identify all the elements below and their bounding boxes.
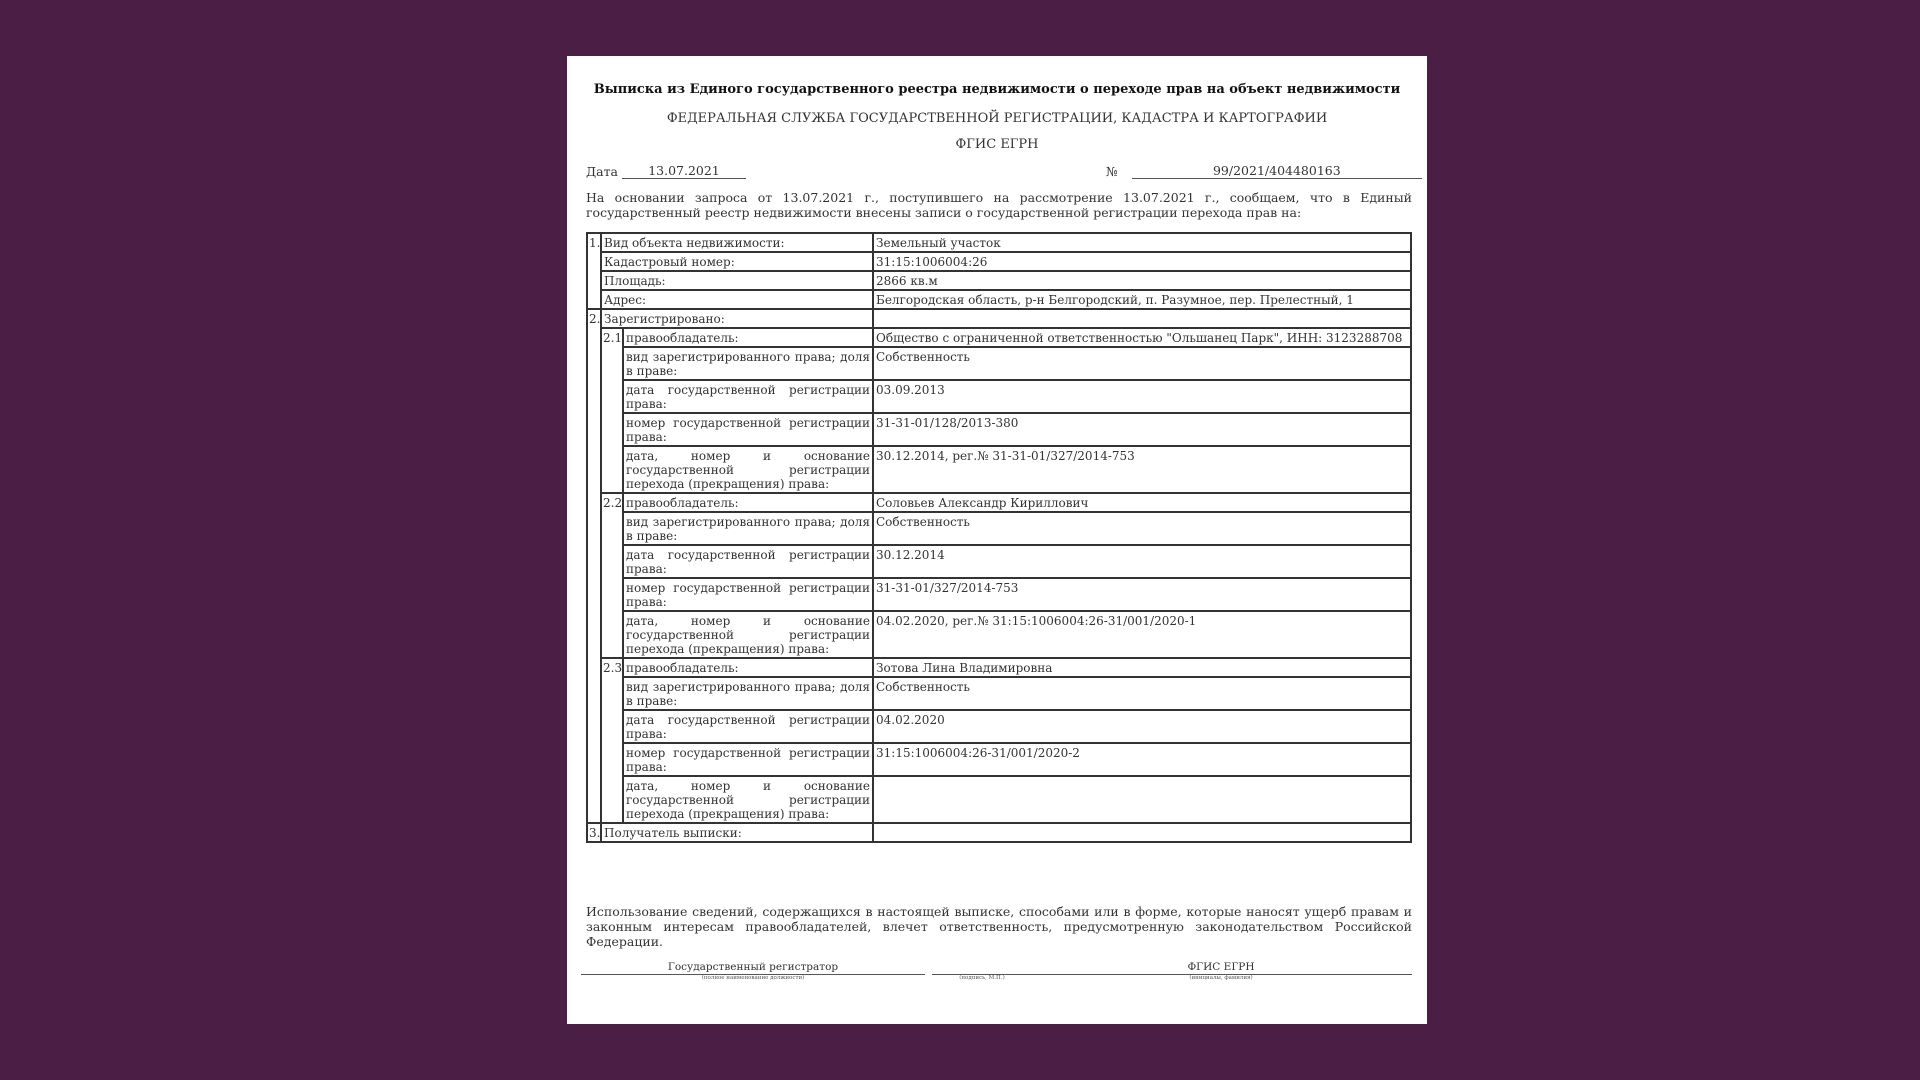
table-row [587, 578, 1411, 611]
table-row [587, 743, 1411, 776]
table-row [587, 413, 1411, 446]
number-value: 99/2021/404480163 [1132, 163, 1422, 179]
signature-caption: (подпись, М.П.) [959, 975, 1005, 981]
area-value: 2866 кв.м [873, 271, 1411, 290]
reg-number-label: номер государственной регистрации права: [623, 578, 873, 611]
registrar-label: Государственный регистратор [581, 961, 925, 975]
holder-label: правообладатель: [623, 493, 873, 512]
name-signature-block [1030, 961, 1412, 982]
right-type-value: Собственность [873, 677, 1411, 710]
signature-block [932, 961, 1032, 982]
holder-number: 2.3 [601, 658, 623, 823]
right-type-value: Собственность [873, 347, 1411, 380]
transfer-value: 30.12.2014, рег.№ 31-31-01/327/2014-753 [873, 446, 1411, 493]
transfer-value: 04.02.2020, рег.№ 31:15:1006004:26-31/001/2020-1 [873, 611, 1411, 658]
table-row [587, 823, 1411, 842]
table-row [587, 710, 1411, 743]
table-row [587, 545, 1411, 578]
reg-number-value: 31-31-01/327/2014-753 [873, 578, 1411, 611]
reg-date-value: 04.02.2020 [873, 710, 1411, 743]
recipient-label: Получатель выписки: [601, 823, 873, 842]
transfer-label: дата, номер и основание государственной регистрации перехода (прекращения) права: [623, 446, 873, 493]
address-label: Адрес: [601, 290, 873, 309]
table-row [587, 658, 1411, 677]
reg-date-value: 30.12.2014 [873, 545, 1411, 578]
section-number: 2. [587, 309, 601, 823]
reg-number-value: 31-31-01/128/2013-380 [873, 413, 1411, 446]
holder-value: Зотова Лина Владимировна [873, 658, 1411, 677]
table-row [587, 512, 1411, 545]
table-row [587, 233, 1411, 252]
name-caption: (инициалы, фамилия) [1189, 975, 1253, 981]
recipient-value [873, 823, 1411, 842]
holder-number: 2.2 [601, 493, 623, 658]
system-name: ФГИС ЕГРН [955, 137, 1039, 152]
cadastral-value: 31:15:1006004:26 [873, 252, 1411, 271]
object-type-label: Вид объекта недвижимости: [601, 233, 873, 252]
signature-line [932, 961, 1032, 975]
reg-number-label: номер государственной регистрации права: [623, 413, 873, 446]
number-label: № [1106, 164, 1118, 179]
transfer-label: дата, номер и основание государственной регистрации перехода (прекращения) права: [623, 611, 873, 658]
table-row [587, 328, 1411, 347]
table-row [587, 347, 1411, 380]
date-line [586, 163, 746, 179]
transfer-label: дата, номер и основание государственной регистрации перехода (прекращения) права: [623, 776, 873, 823]
holder-label: правообладатель: [623, 328, 873, 347]
table-row [587, 776, 1411, 823]
cadastral-label: Кадастровый номер: [601, 252, 873, 271]
table-row [587, 271, 1411, 290]
address-value: Белгородская область, р-н Белгородский, п. Разумное, пер. Прелестный, 1 [873, 290, 1411, 309]
right-type-label: вид зарегистрированного права; доля в праве: [623, 347, 873, 380]
table-row [587, 611, 1411, 658]
reg-date-value: 03.09.2013 [873, 380, 1411, 413]
table-row [587, 446, 1411, 493]
reg-date-label: дата государственной регистрации права: [623, 380, 873, 413]
reg-number-label: номер государственной регистрации права: [623, 743, 873, 776]
area-label: Площадь: [601, 271, 873, 290]
document-title: Выписка из Единого государственного реестра недвижимости о переходе прав на объект недвижимости [593, 82, 1401, 97]
table-row [587, 677, 1411, 710]
registry-table [586, 232, 1412, 843]
table-row [587, 290, 1411, 309]
table-row [587, 493, 1411, 512]
reg-number-value: 31:15:1006004:26-31/001/2020-2 [873, 743, 1411, 776]
holder-number: 2.1 [601, 328, 623, 493]
registered-value [873, 309, 1411, 328]
section-number: 1. [587, 233, 601, 309]
table-row [587, 309, 1411, 328]
reg-date-label: дата государственной регистрации права: [623, 710, 873, 743]
registrar-signature-block [581, 961, 925, 982]
legal-note: Использование сведений, содержащихся в настоящей выписке, способами или в форме, которые наносят ущерб правам и законным интересам правообладателей, влечет ответственность, предусмотренную законодательством Российской Федерации. [586, 904, 1412, 949]
right-type-label: вид зарегистрированного права; доля в праве: [623, 677, 873, 710]
section-number: 3. [587, 823, 601, 842]
right-type-value: Собственность [873, 512, 1411, 545]
table-row [587, 252, 1411, 271]
document-page [567, 56, 1427, 1024]
holder-value: Общество с ограниченной ответственностью "Ольшанец Парк", ИНН: 3123288708 [873, 328, 1411, 347]
transfer-value [873, 776, 1411, 823]
number-line [1106, 163, 1422, 179]
intro-paragraph: На основании запроса от 13.07.2021 г., поступившего на рассмотрение 13.07.2021 г., сообщаем, что в Единый государственный реестр недвижимости внесены записи о государственной регистрации перехода прав на: [586, 190, 1412, 220]
date-label: Дата [586, 164, 618, 179]
registered-label: Зарегистрировано: [601, 309, 873, 328]
object-type-value: Земельный участок [873, 233, 1411, 252]
table-row [587, 380, 1411, 413]
registrar-caption: (полное наименование должности) [701, 975, 805, 981]
right-type-label: вид зарегистрированного права; доля в праве: [623, 512, 873, 545]
signatory-name: ФГИС ЕГРН [1030, 961, 1412, 975]
agency-name: ФЕДЕРАЛЬНАЯ СЛУЖБА ГОСУДАРСТВЕННОЙ РЕГИСТРАЦИИ, КАДАСТРА И КАРТОГРАФИИ [666, 111, 1328, 126]
reg-date-label: дата государственной регистрации права: [623, 545, 873, 578]
date-value: 13.07.2021 [622, 163, 746, 179]
holder-label: правообладатель: [623, 658, 873, 677]
holder-value: Соловьев Александр Кириллович [873, 493, 1411, 512]
